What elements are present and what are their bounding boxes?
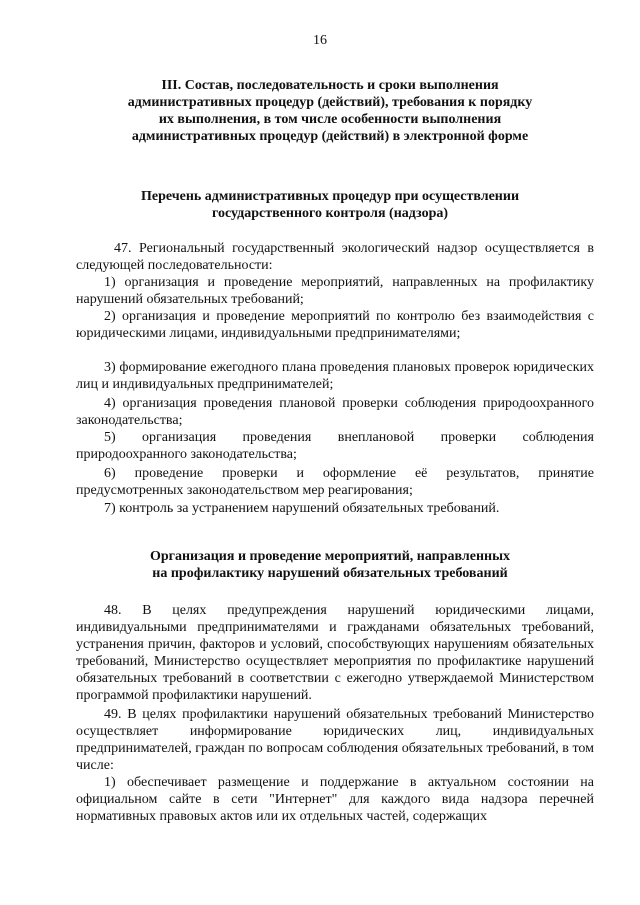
section-title-line: их выполнения, в том числе особенности выполнения [158, 112, 502, 127]
list-item-5: 5) организация проведения внеплановой проверки соблюдения природоохранного законодательства; [76, 430, 594, 462]
subsection-title-line: на профилактику нарушений обязательных требований [152, 566, 508, 581]
list-item-2: 2) организация и проведение мероприятий по контролю без взаимодействия с юридическими лицами, индивидуальными предпринимателями; [76, 309, 594, 341]
section-title-line: административных процедур (действий), требования к порядку [127, 95, 533, 110]
subsection-title-line: Организация и проведение мероприятий, направленных [149, 549, 511, 564]
subsection-title-prevention [60, 548, 600, 582]
section-title-line: III. Состав, последовательность и сроки выполнения [161, 78, 499, 93]
subsection-title-line: государственного контроля (надзора) [211, 206, 449, 221]
list-item-7: 7) контроль за устранением нарушений обязательных требований. [104, 501, 500, 516]
section-title-line: административных процедур (действий) в электронной форме [131, 129, 529, 144]
list-item-3: 3) формирование ежегодного плана проведения плановых проверок юридических лиц и индивидуальных предпринимателей; [76, 360, 594, 392]
list-item-1: 1) организация и проведение мероприятий, направленных на профилактику нарушений обязательных требований; [76, 275, 594, 307]
subsection-title-procedures [60, 188, 600, 222]
list-item-49-1: 1) обеспечивает размещение и поддержание в актуальном состоянии на официальном сайте в сети "Интернет" для каждого вида надзора перечней нормативных правовых актов или их отдельных частей, содержащих [76, 775, 594, 824]
subsection-title-line: Перечень административных процедур при осуществлении [140, 189, 520, 204]
list-item-4: 4) организация проведения плановой проверки соблюдения природоохранного законодательства; [76, 396, 594, 428]
page-number: 16 [313, 33, 327, 48]
paragraph-49: 49. В целях профилактики нарушений обязательных требований Министерство осуществляет информирование юридических лиц, индивидуальных предпринимателей, граждан по вопросам соблюдения обязательных требований, в том числе: [76, 707, 594, 773]
paragraph-47: 47. Региональный государственный экологический надзор осуществляется в следующей последовательности: [76, 241, 594, 273]
list-item-6: 6) проведение проверки и оформление её результатов, принятие предусмотренных законодательством мер реагирования; [76, 466, 594, 498]
section-title [60, 77, 600, 145]
paragraph-48: 48. В целях предупреждения нарушений юридическими лицами, индивидуальными предпринимателями и гражданами обязательных требований, устранения причин, факторов и условий, способствующих нарушениям обязательных требований, Министерство осуществляет мероприятия по профилактике нарушений обязательных требований в соответствии с ежегодно утверждаемой Министерством программой профилактики нарушений. [76, 603, 594, 703]
